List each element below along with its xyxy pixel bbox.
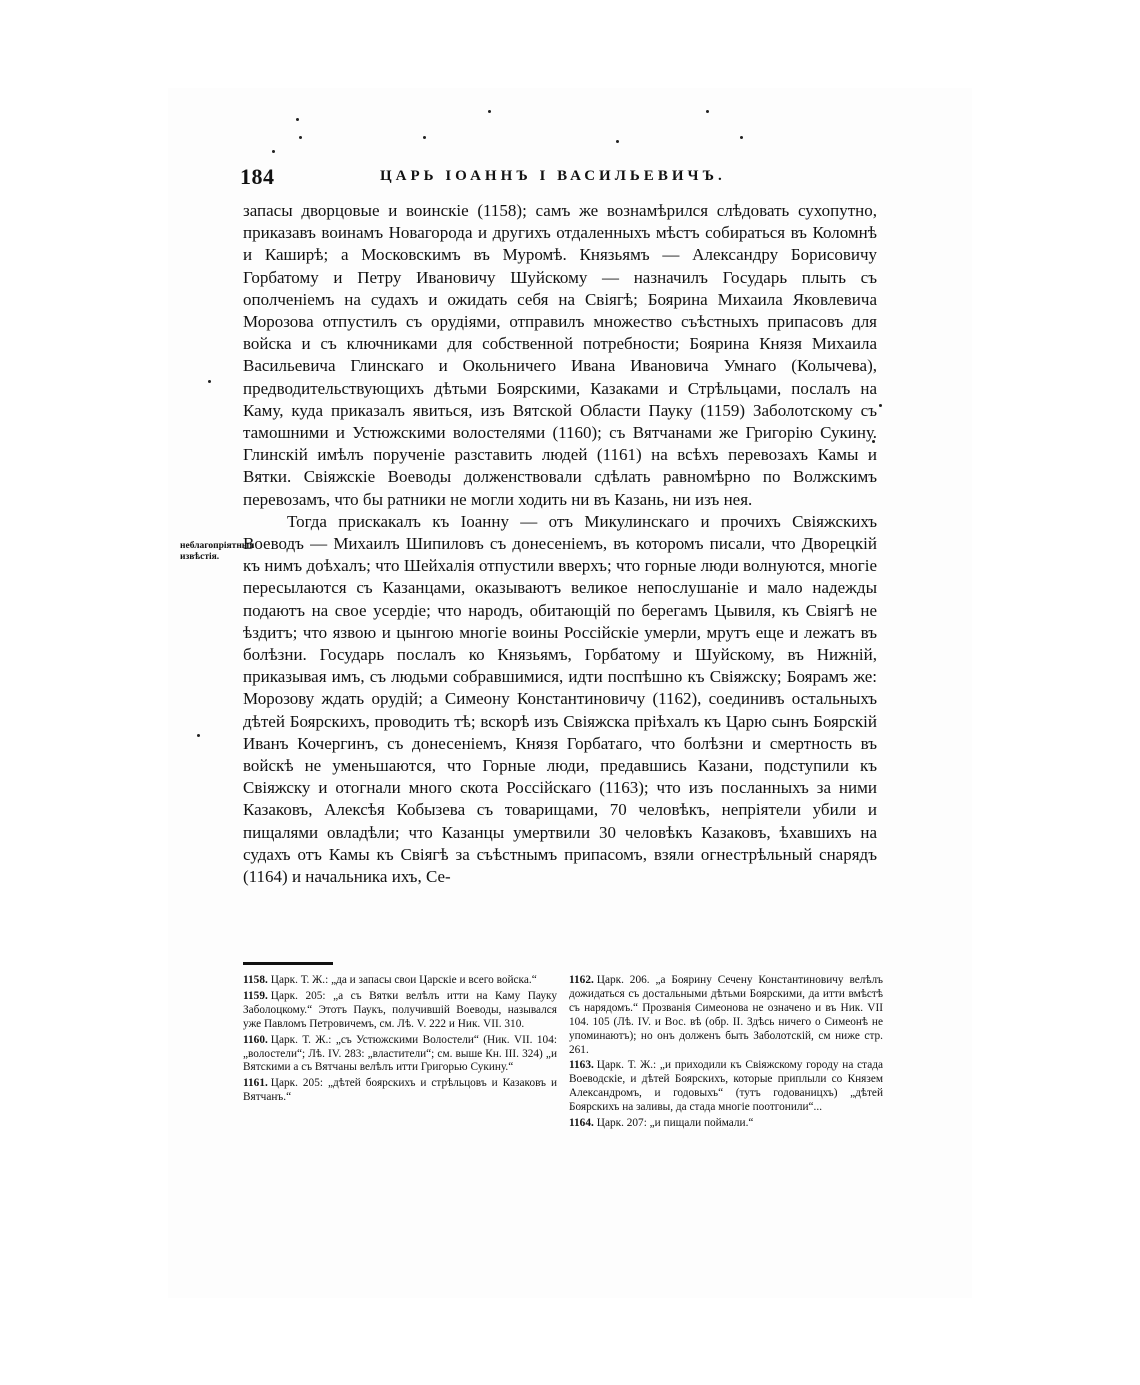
page-number: 184 (240, 164, 275, 189)
footnote (569, 974, 883, 1057)
scan-speck (706, 110, 709, 113)
footnote (569, 1059, 883, 1115)
footnote (569, 1117, 883, 1131)
scan-speck (488, 110, 491, 113)
margin-note: неблагопріятныя извѣстія. (180, 541, 255, 562)
footnote-number: 1160. (243, 1033, 268, 1046)
paragraph: Тогда прискакалъ къ Іоанну — отъ Микулинскаго и прочихъ Свіяжскихъ Воеводъ — Михаилъ Шипиловъ съ донесеніемъ, въ которомъ писали, что Дворецкій къ нимъ доѣхалъ; что Шейхалія отпустили вверхъ; что горные люди волнуются, многіе пересылаются съ Казанцами, оказываютъ великое непослушаніе и мало надежды подаютъ на свое усердіе; что народъ, обитающій по берегамъ Цывиля, къ Свіягѣ не ѣздитъ; что язвою и цынгою многіе воины Россійскіе умерли, мрутъ еще и лежатъ въ болѣзни. Государь послалъ ко Князьямъ, Горбатому и Шуйскому, въ Нижній, приказывая имъ, съ людьми собравшимися, идти поспѣшно къ Свіяжску; Боярамъ же: Морозову ждать орудій; а Симеону Константиновичу (1162), соединивъ остальныхъ дѣтей Боярскихъ, проводить тѣ; вскорѣ изъ Свіяжска пріѣхалъ къ Царю сынъ Боярскій Иванъ Кочергинъ, съ донесеніемъ, Князя Горбатаго, что болѣзни и смертность въ войскѣ не уменьшаются, что Горные люди, предавшись Казани, подступили къ Свіяжску и отогнали много скота Россійскаго (1163); что изъ посланныхъ за ними Казаковъ, Алексѣя Кобызева съ товарищами, 70 человѣкъ, непріятели убили и пищалями овладѣли; что Казанцы умертвили 30 человѣкъ Казаковъ, ѣхавшихъ на судахъ отъ Камы къ Свіягѣ за съѣстнымъ припасомъ, взяли огнестрѣльный снарядъ (1164) и начальника ихъ, Се- (243, 511, 877, 887)
footnote-text: Царк. 207: „и пищали поймали.“ (596, 1117, 754, 1130)
footnote (243, 1034, 557, 1076)
footnote (243, 1077, 557, 1105)
footnote-number: 1159. (243, 989, 268, 1002)
scan-speck (879, 404, 882, 407)
footnote-text: Царк. 205: „дѣтей боярскихъ и стрѣльцовъ и Казаковъ и Вятчанъ.“ (243, 1077, 557, 1104)
footnote-text: Царк. Т. Ж.: „съ Устюжскими Волостели“ (Ник. VII. 104: „волостели“; Лѣ. IV. 283: „властители“; см. выше Кн. III. 324) „и Вятскими а съ Вятчаны велѣлъ итти Григорью Сукину.“ (243, 1033, 557, 1074)
footnote-number: 1164. (569, 1117, 594, 1130)
footnote-rule (243, 962, 333, 965)
footnote-text: Царк. 205: „а съ Вятки велѣлъ итти на Каму Пауку Заболоцкому.“ Этотъ Паукъ, получившій Воеводы, назывался уже Павломъ Петровичемъ, см. Лѣ. V. 222 и Ник. VII. 310. (243, 989, 557, 1030)
paragraph: запасы дворцовые и воинскіе (1158); самъ же вознамѣрился слѣдовать сухопутно, приказавъ воинамъ Новагорода и другихъ отдаленныхъ мѣстъ собираться въ Коломнѣ и Каширѣ; а Московскимъ въ Муромѣ. Князьямъ — Александру Борисовичу Горбатому и Петру Ивановичу Шуйскому — назначилъ Государь плыть съ ополченіемъ на судахъ и ожидать себя на Свіягѣ; Боярина Михаила Яковлевича Морозова отпустилъ съ орудіями, отправилъ множество съѣстныхъ припасовъ для войска и съ ключниками для собственной потребности; Боярина Князя Михаила Васильевича Глинскаго и Окольничего Ивана Ивановича Умнаго (Колычева), предводительствующихъ дѣтьми Боярскими, Казаками и Стрѣльцами, послалъ на Каму, куда приказалъ явиться, изъ Вятской Области Пауку (1159) Заболотскому съ тамошними и Устюжскими волостелями (1160); съ Вятчанами же Григорію Сукину. Глинскій имѣлъ порученіе разставить людей (1161) на всѣхъ перевозахъ Камы и Вятки. Свіяжскіе Воеводы долженствовали сдѣлать равномѣрно по Волжскимъ перевозамъ, что бы ратники не могли ходить ни въ Казань, ни изъ нея. (243, 201, 877, 509)
scan-speck (197, 734, 200, 737)
footnote-number: 1158. (243, 974, 268, 986)
footnote-text: Царк. Т. Ж.: „и приходили къ Свіяжскому городу на стада Воеводскіе, и дѣтей Боярскихъ, которые приплыли со Князем Александромъ, и годовыхъ“ (тутъ годованицхъ) „дѣтей Боярскихъ на заливы, да стада многіе поотгонили“... (569, 1059, 883, 1114)
scan-speck (423, 136, 426, 139)
footnote-text: Царк. 206. „а Боярину Сечену Константиновичу велѣлъ дожидаться съ достальными дѣтьми Боярскими, да итти вмѣстѣ съ нарядомъ.“ Прозванія Симеонова не означено и въ Ник. VII 104. 105 (Лѣ. IV. и Вос. вѣ (обр. II. Здѣсь ничего о Симеонѣ не упоминаютъ); но онъ долженъ быть Заболотскій, см ниже стр. 261. (569, 974, 883, 1056)
scan-speck (272, 150, 275, 153)
scan-speck (296, 118, 299, 121)
footnote (243, 990, 557, 1032)
footnote (243, 974, 557, 988)
scan-speck (616, 140, 619, 143)
main-text (243, 200, 877, 888)
footnote-number: 1162. (569, 974, 594, 986)
scan-speck (740, 136, 743, 139)
footnotes (243, 974, 883, 1133)
scan-speck (299, 136, 302, 139)
footnotes-left-column (243, 974, 557, 1133)
running-title: ЦАРЬ ІОАННЪ І ВАСИЛЬЕВИЧЪ. (380, 168, 726, 184)
scan-speck (208, 380, 211, 383)
footnotes-right-column (569, 974, 883, 1133)
footnote-number: 1161. (243, 1077, 268, 1090)
footnote-number: 1163. (569, 1059, 594, 1072)
footnote-text: Царк. Т. Ж.: „да и запасы свои Царскіе и всего войска.“ (270, 974, 537, 986)
running-header (240, 164, 880, 194)
